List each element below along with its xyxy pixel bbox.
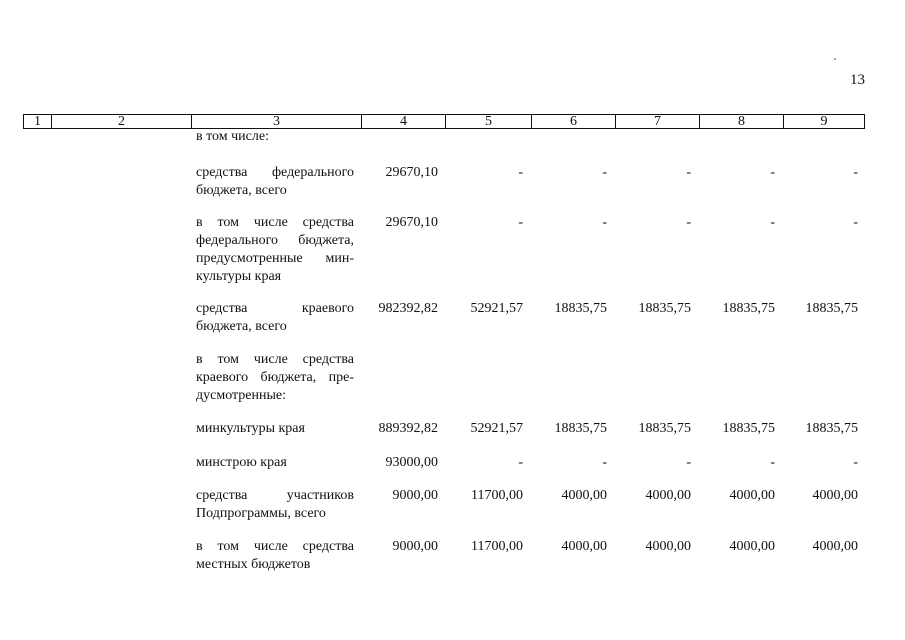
- column-number-8: 8: [700, 115, 784, 129]
- row-label: в том числе средства федерального бюджета, предусмотренные мин-культуры края: [196, 215, 354, 284]
- value-col-5: 52921,57: [470, 421, 523, 436]
- value-col-5: -: [518, 455, 523, 470]
- value-col-9: 18835,75: [805, 301, 858, 316]
- column-number-5: 5: [446, 115, 532, 129]
- value-col-8: 18835,75: [722, 301, 775, 316]
- value-col-4: 9000,00: [392, 488, 438, 503]
- value-col-6: -: [602, 165, 607, 180]
- row-label: минкультуры края: [196, 421, 305, 436]
- value-col-8: 18835,75: [722, 421, 775, 436]
- value-col-7: -: [686, 165, 691, 180]
- value-col-4: 29670,10: [385, 215, 438, 230]
- value-col-6: -: [602, 455, 607, 470]
- row-label: средства федерального бюджета, всего: [196, 165, 354, 198]
- value-col-5: 52921,57: [470, 301, 523, 316]
- row-label: в том числе средства местных бюджетов: [196, 539, 354, 572]
- value-col-7: -: [686, 455, 691, 470]
- column-number-3: 3: [192, 115, 362, 129]
- value-col-8: 4000,00: [729, 539, 775, 554]
- value-col-4: 93000,00: [385, 455, 438, 470]
- value-col-7: 4000,00: [645, 488, 691, 503]
- value-col-9: 4000,00: [812, 488, 858, 503]
- column-number-6: 6: [532, 115, 616, 129]
- value-col-9: -: [853, 455, 858, 470]
- value-col-5: -: [518, 165, 523, 180]
- column-number-1: 1: [24, 115, 52, 129]
- value-col-4: 9000,00: [392, 539, 438, 554]
- column-number-9: 9: [784, 115, 865, 129]
- value-col-4: 889392,82: [378, 421, 438, 436]
- row-label: минстрою края: [196, 455, 287, 470]
- page-number: 13: [850, 72, 865, 88]
- value-col-4: 982392,82: [378, 301, 438, 316]
- value-col-5: -: [518, 215, 523, 230]
- row-label: в том числе средства краевого бюджета, пре-дусмотренные:: [196, 352, 354, 403]
- value-col-8: -: [770, 165, 775, 180]
- value-col-7: 18835,75: [638, 421, 691, 436]
- value-col-9: 18835,75: [805, 421, 858, 436]
- column-number-2: 2: [52, 115, 192, 129]
- value-col-5: 11700,00: [471, 539, 523, 554]
- value-col-7: -: [686, 215, 691, 230]
- value-col-9: 4000,00: [812, 539, 858, 554]
- value-col-9: -: [853, 165, 858, 180]
- value-col-9: -: [853, 215, 858, 230]
- value-col-6: 4000,00: [561, 488, 607, 503]
- row-label: средства участников Подпрограммы, всего: [196, 488, 354, 521]
- value-col-5: 11700,00: [471, 488, 523, 503]
- column-number-7: 7: [616, 115, 700, 129]
- row-label: средства краевого бюджета, всего: [196, 301, 354, 334]
- value-col-6: 4000,00: [561, 539, 607, 554]
- value-col-6: -: [602, 215, 607, 230]
- column-number-4: 4: [362, 115, 446, 129]
- intro-label: в том числе:: [196, 129, 269, 144]
- value-col-7: 18835,75: [638, 301, 691, 316]
- scan-speck: [834, 58, 836, 60]
- value-col-8: -: [770, 455, 775, 470]
- value-col-6: 18835,75: [554, 301, 607, 316]
- value-col-7: 4000,00: [645, 539, 691, 554]
- column-number-header: [23, 114, 865, 129]
- value-col-8: 4000,00: [729, 488, 775, 503]
- value-col-8: -: [770, 215, 775, 230]
- value-col-4: 29670,10: [385, 165, 438, 180]
- value-col-6: 18835,75: [554, 421, 607, 436]
